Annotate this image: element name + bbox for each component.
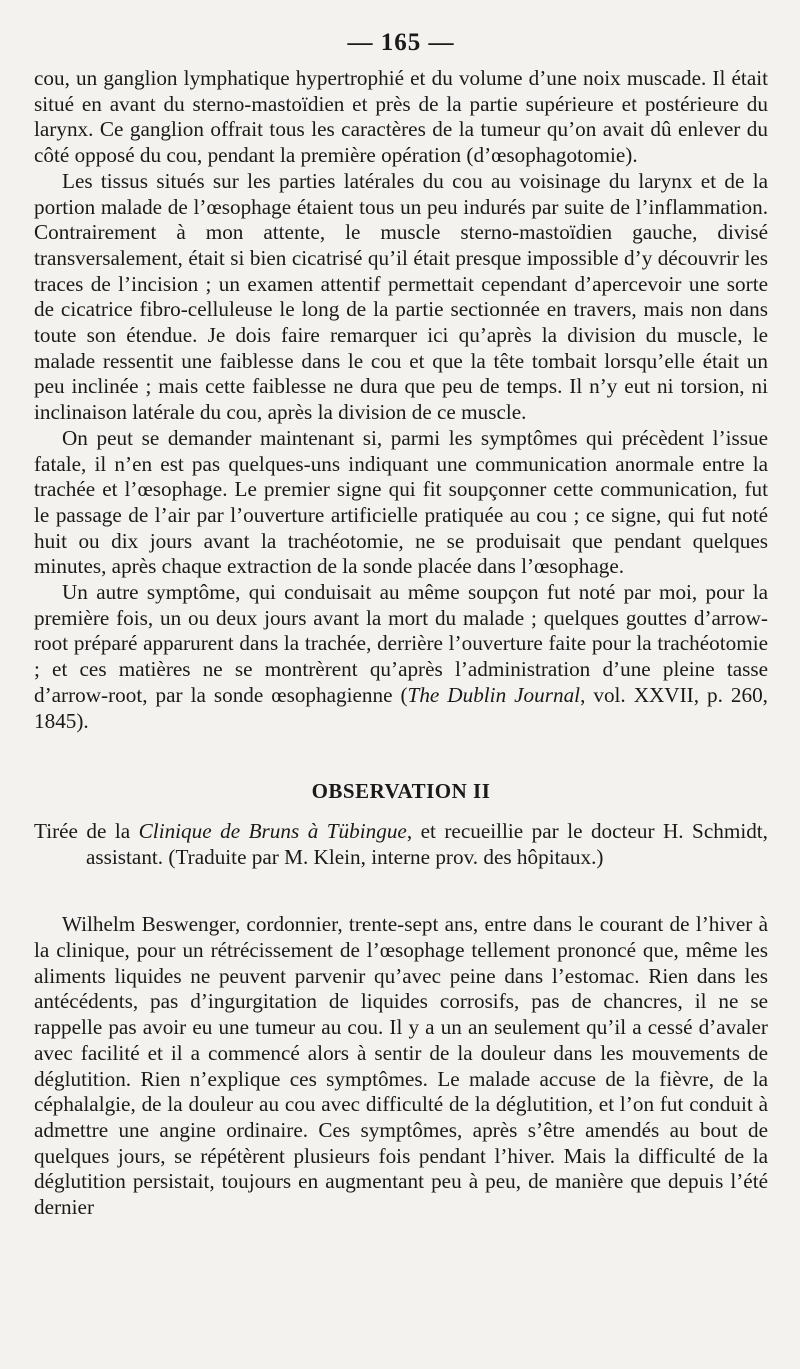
paragraph-tissus: Les tissus situés sur les parties latérales du cou au voisinage du larynx et de la portion malade de l’œsophage étaient tous un peu indurés par suite de l’inflammation. Contrairement à mon attente, le muscle sterno-mastoïdien gauche, divisé transversalement, était si bien cicatrisé qu’il était presque impossible d’y découvrir les traces de l’incision ; un examen attentif permettait cependant d’apercevoir une sorte de cicatrice fibro-celluleuse le long de la partie sectionnée en travers, mais non dans toute son étendue. Je dois faire remarquer ici qu’après la division du muscle, le malade ressentit une faiblesse dans le cou et que la tête tombait lorsqu’elle était un peu inclinée ; mais cette faiblesse ne dura que peu de temps. Il n’y eut ni torsion, ni inclinaison latérale du cou, après la division de ce muscle. bbox=[34, 168, 768, 425]
clinic-name: Clinique de Bruns à Tübingue bbox=[138, 819, 407, 844]
observation-subtitle bbox=[34, 818, 768, 870]
paragraph-ganglion: cou, un ganglion lymphatique hypertrophié et du volume d’une noix muscade. Il était situé en avant du sterno-mastoïdien et près de la partie supérieure et postérieure du larynx. Ce ganglion offrait tous les caractères de la tumeur qu’on avait dû enlever du côté opposé du cou, pendant la première opération (d’œsophagotomie). bbox=[34, 66, 768, 168]
subtitle-line-2: assistant. (Traduite par M. Klein, interne prov. des hôpitaux.) bbox=[86, 845, 604, 870]
journal-title: The Dublin Journal bbox=[407, 682, 581, 707]
subtitle-rest: , et recueillie par le docteur H. Schmidt, bbox=[406, 819, 768, 844]
section-gap bbox=[34, 870, 768, 912]
paragraph-communication: On peut se demander maintenant si, parmi les symptômes qui précèdent l’issue fatale, il n’en est pas quelques-uns indiquant une communication anormale entre la trachée et l’œsophage. Le premier signe qui fit soupçonner cette communication, fut le passage de l’air par l’ouverture artificielle pratiquée au cou ; ce signe, qui fut noté huit ou dix jours avant la trachéotomie, ne se produisait que pendant quelques minutes, après chaque extraction de la sonde placée dans l’œsophage. bbox=[34, 425, 768, 579]
page-number: — 165 — bbox=[347, 29, 455, 56]
observation-heading: OBSERVATION II bbox=[311, 779, 491, 804]
paragraph-symptome-text: Un autre symptôme, qui conduisait au même soupçon fut noté par moi, pour la première fois, un ou deux jours avant la mort du malade ; quelques gouttes d’arrow-root préparé apparurent dans la trachée, derrière l’ouverture faite pour la trachéotomie ; et ces matières ne se montrèrent qu’après l’administration d’une pleine tasse d’arrow-root, par la sonde œsophagienne ( bbox=[34, 580, 768, 707]
journal-reference: , vol. XXVII, p. 260, 1845). bbox=[34, 682, 768, 733]
subtitle-prefix: Tirée de la bbox=[34, 819, 139, 844]
subtitle-line-1 bbox=[34, 818, 768, 844]
page bbox=[34, 28, 768, 1221]
paragraph-beswenger: Wilhelm Beswenger, cordonnier, trente-sept ans, entre dans le courant de l’hiver à la clinique, pour un rétrécissement de l’œsophage tellement prononcé que, même les aliments liquides ne peuvent parvenir qu’avec peine dans l’estomac. Rien dans les antécédents, pas d’ingurgitation de liquides corrosifs, pas de chancres, il ne se rappelle pas avoir eu une tumeur au cou. Il y a un an seulement qu’il a cessé d’avaler avec facilité et il a commencé alors à sentir de la douleur dans les mouvements de déglutition. Rien n’explique ces symptômes. Le malade accuse de la fièvre, de la céphalalgie, de la douleur au cou avec difficulté de la déglutition, et l’on fut conduit à admettre une angine ordinaire. Ces symptômes, après s’être amendés au bout de quelques jours, se répétèrent plusieurs fois pendant l’hiver. Mais la difficulté de la déglutition persistait, toujours en augmentant peu à peu, de manière que depuis l’été dernier bbox=[34, 912, 768, 1220]
paragraph-symptome bbox=[34, 580, 768, 734]
